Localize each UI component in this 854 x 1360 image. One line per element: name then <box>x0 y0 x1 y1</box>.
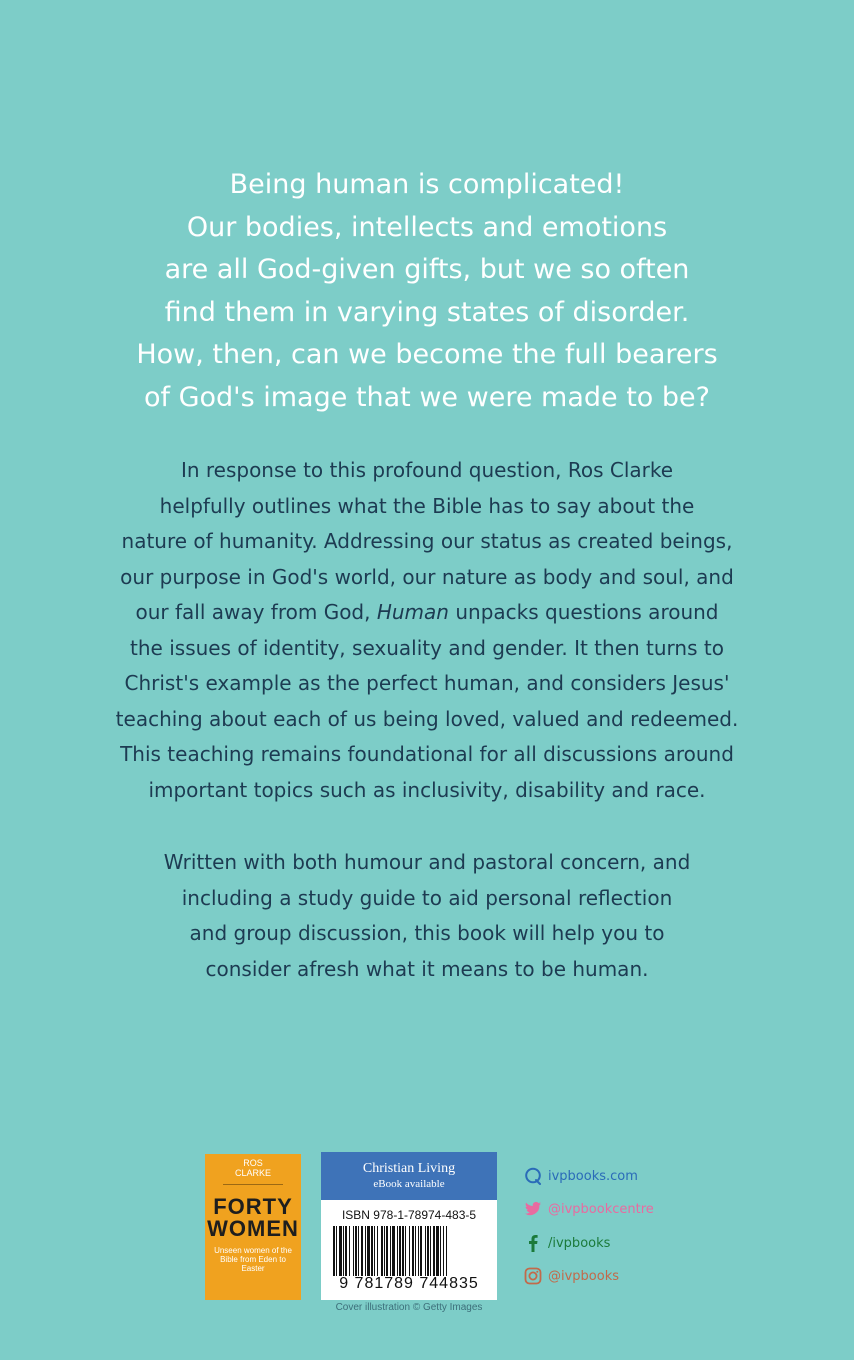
isbn-label: ISBN 978-1-78974-483-5 <box>341 1208 477 1222</box>
barcode-panel <box>321 1152 497 1300</box>
paragraph-line: Written with both humour and pastoral concern, and <box>163 850 691 874</box>
social-instagram[interactable] <box>524 1267 704 1289</box>
related-book-title-line1: FORTY <box>213 1194 293 1219</box>
paragraph-line: consider afresh what it means to be human. <box>205 956 649 981</box>
text-run: our fall away from God, <box>135 600 377 624</box>
paragraph-line: nature of humanity. Addressing our status as created beings, <box>121 529 733 553</box>
paragraph-line: Christ's example as the perfect human, and considers Jesus' <box>124 671 730 695</box>
website-link[interactable]: ivpbooks.com <box>548 1169 638 1184</box>
related-book-title-line2: WOMEN <box>207 1216 299 1241</box>
social-facebook[interactable] <box>524 1234 704 1256</box>
paragraph-line: our purpose in God's world, our nature as body and soul, and <box>120 564 734 589</box>
instagram-handle[interactable]: @ivpbooks <box>548 1269 620 1284</box>
paragraph-line: teaching about each of us being loved, valued and redeemed. <box>115 706 739 731</box>
facebook-handle[interactable]: /ivpbooks <box>548 1236 611 1251</box>
paragraph-line <box>0 595 854 631</box>
related-book-subtitle: Unseen women of the Bible from Eden to Easter <box>214 1246 292 1273</box>
intro-blurb <box>0 164 854 420</box>
barcode-digits: 9 781789 744835 <box>339 1275 479 1292</box>
ebook-label: eBook available <box>373 1178 445 1190</box>
paragraph-line: the issues of identity, sexuality and gender. It then turns to <box>130 635 724 660</box>
divider <box>223 1184 283 1185</box>
paragraph-line: helpfully outlines what the Bible has to say about the <box>159 493 695 518</box>
social-website[interactable] <box>524 1167 704 1189</box>
facebook-icon <box>524 1234 542 1252</box>
barcode <box>333 1226 489 1276</box>
description-paragraph-1 <box>0 453 854 808</box>
category-header <box>321 1152 497 1200</box>
twitter-icon <box>524 1200 542 1218</box>
twitter-handle[interactable]: @ivpbookcentre <box>548 1202 654 1217</box>
related-book-cover <box>205 1154 301 1300</box>
intro-line: Being human is complicated! <box>229 169 625 200</box>
paragraph-line: including a study guide to aid personal reflection <box>181 885 673 910</box>
related-book-author: ROS CLARKE <box>234 1158 271 1178</box>
paragraph-line: and group discussion, this book will help you to <box>189 921 665 945</box>
text-run: unpacks questions around <box>448 600 719 624</box>
description-paragraph-2 <box>0 845 854 987</box>
cover-credit: Cover illustration © Getty Images <box>335 1302 483 1313</box>
web-bubble-icon <box>524 1167 542 1185</box>
instagram-icon <box>524 1267 542 1285</box>
intro-line: Our bodies, intellects and emotions <box>186 211 668 243</box>
intro-line: How, then, can we become the full bearers <box>136 339 718 371</box>
book-title-italic: Human <box>376 600 449 624</box>
paragraph-line: This teaching remains foundational for all discussions around <box>120 742 734 766</box>
intro-line: are all God-given gifts, but we so often <box>164 254 690 286</box>
intro-line: find them in varying states of disorder. <box>164 296 690 328</box>
category-label: Christian Living <box>362 1161 456 1176</box>
paragraph-line: important topics such as inclusivity, disability and race. <box>148 777 706 802</box>
social-twitter[interactable] <box>524 1200 704 1222</box>
paragraph-line: In response to this profound question, Ros Clarke <box>180 458 674 482</box>
intro-line: of God's image that we were made to be? <box>144 381 710 413</box>
